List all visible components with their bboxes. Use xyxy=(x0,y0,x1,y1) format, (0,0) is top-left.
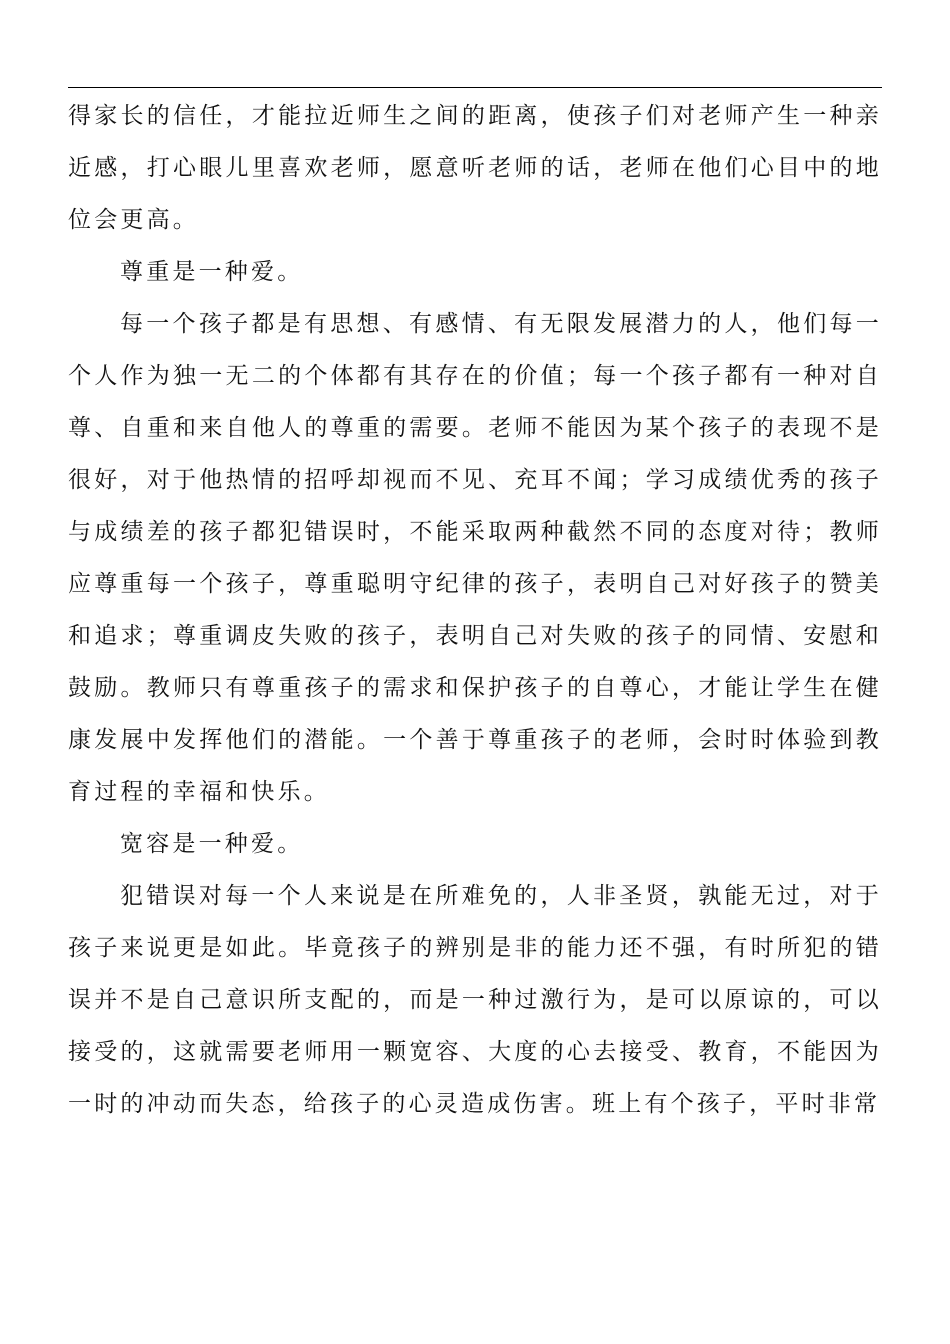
paragraph-tolerance: 犯错误对每一个人来说是在所难免的，人非圣贤，孰能无过，对于孩子来说更是如此。毕竟孩子的辨别是非的能力还不强，有时所犯的错误并不是自己意识所支配的，而是一种过激行为，是可以原谅的，可以接受的，这就需要老师用一颗宽容、大度的心去接受、教育，不能因为一时的冲动而失态，给孩子的心灵造成伤害。班上有个孩子，平时非常 xyxy=(68,883,882,1117)
section-heading-respect: 尊重是一种爱。 xyxy=(120,259,304,285)
paragraph-continuation: 得家长的信任，才能拉近师生之间的距离，使孩子们对老师产生一种亲近感，打心眼儿里喜欢老师，愿意听老师的话，老师在他们心目中的地位会更高。 xyxy=(68,103,882,233)
paragraph-respect: 每一个孩子都是有思想、有感情、有无限发展潜力的人，他们每一个人作为独一无二的个体都有其存在的价值；每一个孩子都有一种对自尊、自重和来自他人的尊重的需要。老师不能因为某个孩子的表现不是很好，对于他热情的招呼却视而不见、充耳不闻；学习成绩优秀的孩子与成绩差的孩子都犯错误时，不能采取两种截然不同的态度对待；教师应尊重每一个孩子，尊重聪明守纪律的孩子，表明自己对好孩子的赞美和追求；尊重调皮失败的孩子，表明自己对失败的孩子的同情、安慰和鼓励。教师只有尊重孩子的需求和保护孩子的自尊心，才能让学生在健康发展中发挥他们的潜能。一个善于尊重孩子的老师，会时时体验到教育过程的幸福和快乐。 xyxy=(68,311,882,805)
section-heading-tolerance: 宽容是一种爱。 xyxy=(120,831,304,857)
document-body xyxy=(68,90,882,1130)
header-rule xyxy=(68,87,882,88)
